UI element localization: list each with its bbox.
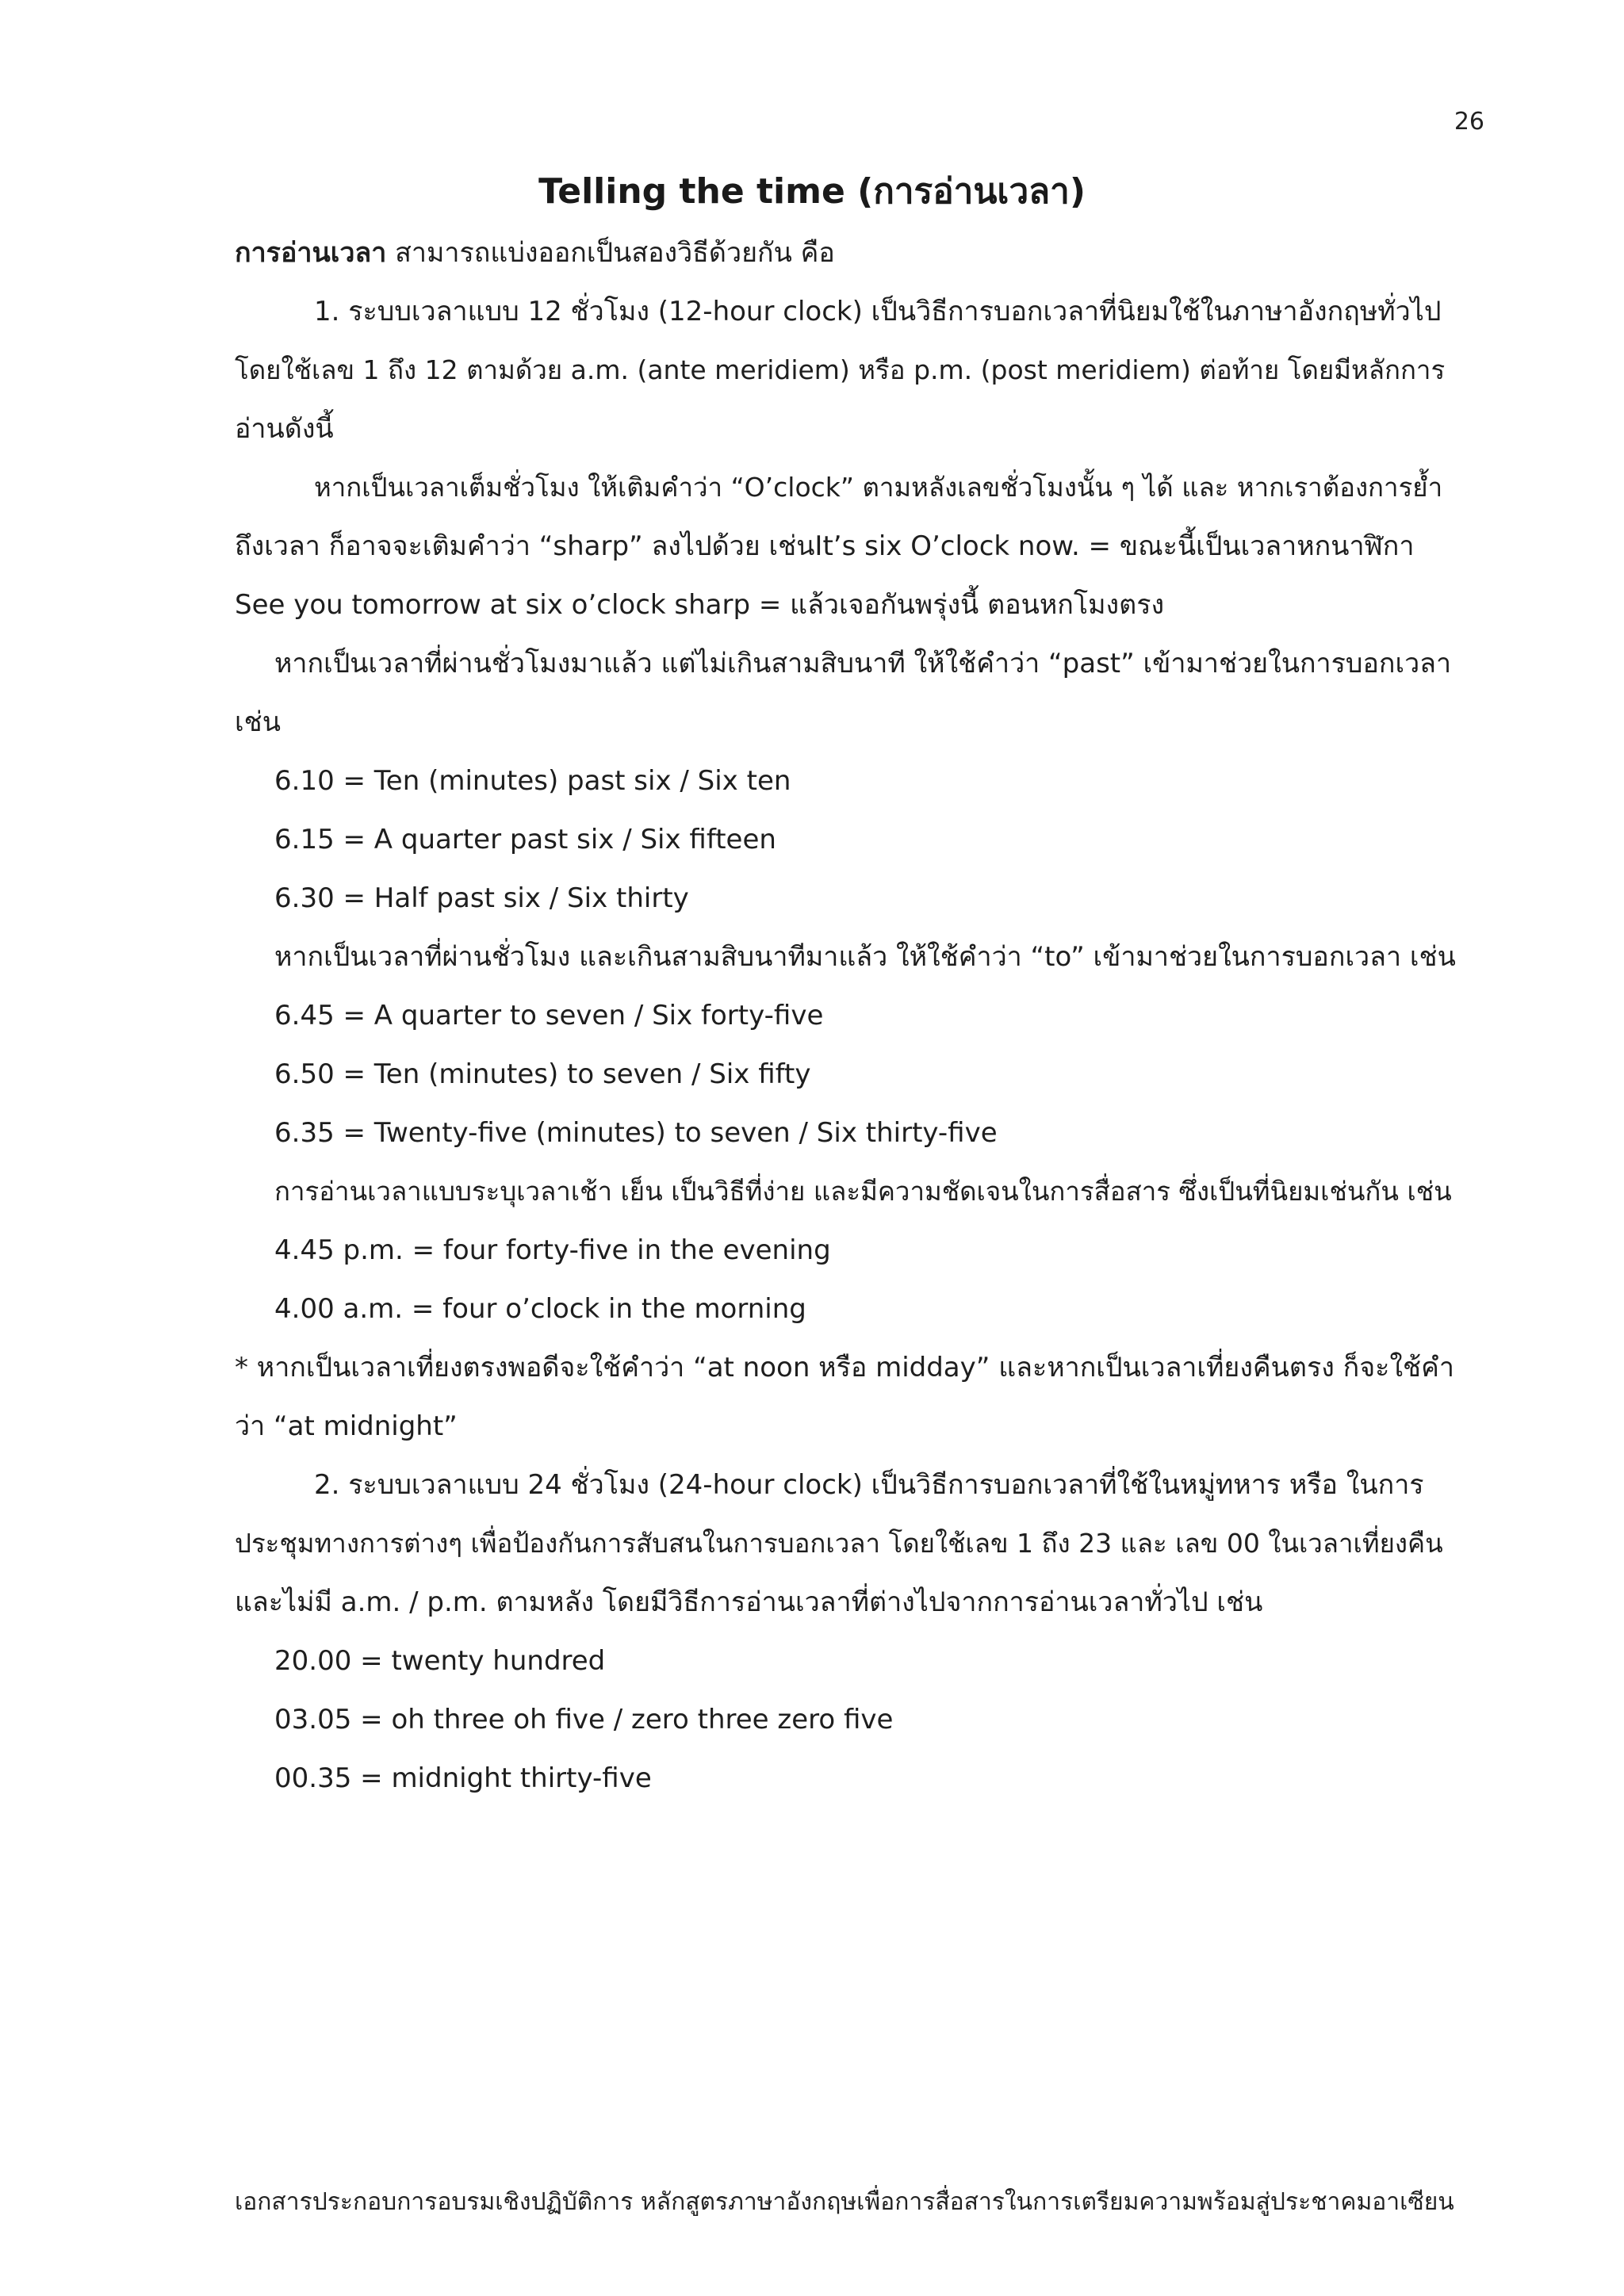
example-line: 6.35 = Twenty-five (minutes) to seven / Six thirty-five: [274, 1117, 998, 1149]
example-line: 6.15 = A quarter past six / Six fifteen: [274, 824, 776, 855]
paragraph-line: เช่น: [235, 706, 281, 738]
example-line: 20.00 = twenty hundred: [274, 1645, 606, 1677]
note-line: ว่า “at midnight”: [235, 1410, 458, 1442]
intro-lead: การอ่านเวลา: [235, 237, 387, 269]
paragraph-line: ประชุมทางการต่างๆ เพื่อป้องกันการสับสนในการบอกเวลา โดยใช้เลข 1 ถึง 23 และ เลข 00 ในเวลาเที่ยงคืน: [235, 1528, 1443, 1559]
paragraph-line: และไม่มี a.m. / p.m. ตามหลัง โดยมีวิธีการอ่านเวลาที่ต่างไปจากการอ่านเวลาทั่วไป เช่น: [235, 1586, 1263, 1618]
example-line: 4.45 p.m. = four forty-five in the evening: [274, 1234, 831, 1266]
example-line: 6.50 = Ten (minutes) to seven / Six fifty: [274, 1058, 811, 1090]
paragraph-line: หากเป็นเวลาที่ผ่านชั่วโมงมาแล้ว แต่ไม่เกินสามสิบนาที ให้ใช้คำว่า “past” เข้ามาช่วยในการบอกเวลา: [274, 648, 1452, 679]
intro-line: [235, 237, 835, 269]
paragraph-line: See you tomorrow at six o’clock sharp = แล้วเจอกันพรุ่งนี้ ตอนหกโมงตรง: [235, 589, 1165, 621]
section2-heading-line: 2. ระบบเวลาแบบ 24 ชั่วโมง (24-hour clock) เป็นวิธีการบอกเวลาที่ใช้ในหมู่ทหาร หรือ ในการ: [314, 1469, 1424, 1501]
paragraph-line: โดยใช้เลข 1 ถึง 12 ตามด้วย a.m. (ante meridiem) หรือ p.m. (post meridiem) ต่อท้าย โดยมีหลักการ: [235, 354, 1446, 385]
page-title: Telling the time (การอ่านเวลา): [538, 171, 1086, 212]
example-line: 6.30 = Half past six / Six thirty: [274, 882, 689, 914]
paragraph-line: หากเป็นเวลาเต็มชั่วโมง ให้เติมคำว่า “O’clock” ตามหลังเลขชั่วโมงนั้น ๆ ได้ และ หากเราต้องการย้ำ: [314, 472, 1443, 503]
paragraph-line: อ่านดังนี้: [235, 413, 334, 445]
example-line: 4.00 a.m. = four o’clock in the morning: [274, 1293, 806, 1325]
intro-rest: สามารถแบ่งออกเป็นสองวิธีด้วยกัน คือ: [386, 237, 835, 269]
paragraph-line: หากเป็นเวลาที่ผ่านชั่วโมง และเกินสามสิบนาทีมาแล้ว ให้ใช้คำว่า “to” เข้ามาช่วยในการบอกเวลา เช่น: [274, 941, 1456, 973]
section1-heading-line: 1. ระบบเวลาแบบ 12 ชั่วโมง (12-hour clock) เป็นวิธีการบอกเวลาที่นิยมใช้ในภาษาอังกฤษทั่วไป: [314, 296, 1442, 327]
note-line: * หากเป็นเวลาเที่ยงตรงพอดีจะใช้คำว่า “at noon หรือ midday” และหากเป็นเวลาเที่ยงคืนตรง ก็จะใช้คำ: [235, 1352, 1454, 1383]
example-line: 00.35 = midnight thirty-five: [274, 1762, 652, 1794]
page-footer: เอกสารประกอบการอบรมเชิงปฏิบัติการ หลักสูตรภาษาอังกฤษเพื่อการสื่อสารในการเตรียมความพร้อมสู่ประชาคมอาเซียน: [235, 2188, 1454, 2216]
paragraph-line: การอ่านเวลาแบบระบุเวลาเช้า เย็น เป็นวิธีที่ง่าย และมีความชัดเจนในการสื่อสาร ซึ่งเป็นที่นิยมเช่นกัน เช่น: [274, 1176, 1452, 1207]
page-number: 26: [1454, 108, 1484, 136]
example-line: 6.45 = A quarter to seven / Six forty-five: [274, 1000, 824, 1031]
example-line: 03.05 = oh three oh five / zero three zero five: [274, 1704, 894, 1735]
example-line: 6.10 = Ten (minutes) past six / Six ten: [274, 765, 791, 797]
paragraph-line: ถึงเวลา ก็อาจจะเติมคำว่า “sharp” ลงไปด้วย เช่นIt’s six O’clock now. = ขณะนี้เป็นเวลาหกนาฬิกา: [235, 530, 1415, 562]
